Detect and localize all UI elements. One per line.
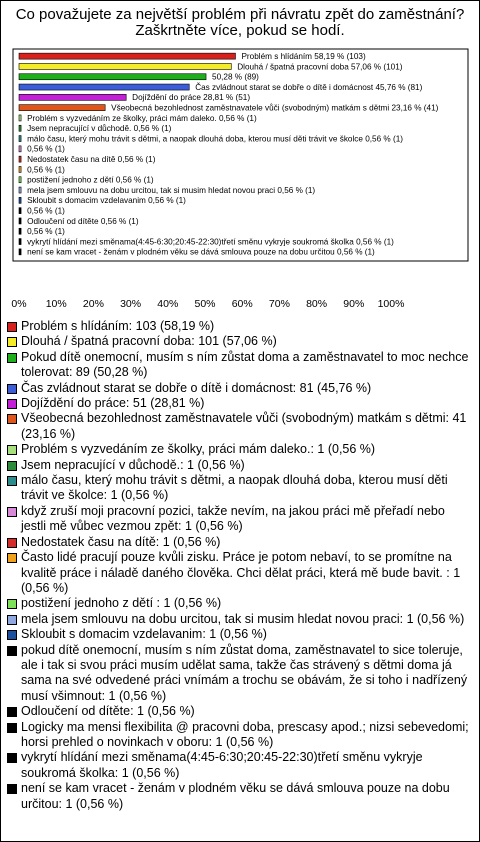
legend-swatch <box>7 753 17 763</box>
x-tick-label: 80% <box>306 298 328 310</box>
legend-entry <box>7 458 469 473</box>
bar <box>19 63 231 69</box>
bar <box>19 228 21 234</box>
legend-swatch <box>7 414 17 424</box>
bar-data-label: Odloučení od dítěte 0,56 % (1) <box>27 216 139 226</box>
bar-data-label: vykrytí hlídání mezi směnama(4:45-6:30;20:45-22:30)třetí směnu vykryje soukromá školka 0,56 % (1) <box>27 237 394 247</box>
legend-swatch <box>7 615 17 625</box>
x-tick-label: 60% <box>231 298 253 310</box>
bar <box>19 218 21 224</box>
legend-label: Problém s hlídáním: 103 (58,19 %) <box>21 319 215 333</box>
legend-entry <box>7 704 469 719</box>
legend-entry <box>7 643 469 705</box>
bar <box>19 156 21 162</box>
x-tick-label: 10% <box>45 298 67 310</box>
legend-entry <box>7 781 469 812</box>
bar <box>19 197 21 203</box>
legend-swatch <box>7 784 17 794</box>
legend-swatch <box>7 630 17 640</box>
legend-entry <box>7 720 469 751</box>
legend-entry <box>7 350 469 381</box>
x-tick-label: 20% <box>82 298 104 310</box>
bar <box>19 136 21 142</box>
bar <box>19 94 126 100</box>
legend-entry <box>7 442 469 457</box>
bar-data-label: Dlouhá / špatná pracovní doba 57,06 % (101) <box>237 62 403 72</box>
legend-label: Nedostatek času na dítě: 1 (0,56 %) <box>21 534 221 549</box>
legend-entry <box>7 750 469 781</box>
legend-label: málo času, který mohu trávit s dětmi, a naopak dlouhá doba, kterou musí děti trávit ve školce: 1 (0,56 %) <box>21 473 448 503</box>
legend-entry <box>7 504 469 535</box>
legend-entry <box>7 319 469 334</box>
bar-data-label: Problém s hlídáním 58,19 % (103) <box>241 51 366 61</box>
bar-data-label: 0,56 % (1) <box>27 206 65 216</box>
legend-label: když zruší moji pracovní pozici, takže nevím, na jakou práci mě přeřadí nebo jestli mě vůbec vezmou zpět: 1 (0,56 %) <box>21 503 445 534</box>
bar <box>19 115 21 121</box>
x-tick-label: 30% <box>120 298 142 310</box>
chart-title-line-1: Co považujete za největší problém při návratu zpět do zaměstnání? <box>15 6 465 23</box>
legend-swatch <box>7 384 17 394</box>
bar <box>19 166 21 172</box>
bar-data-label: Dojíždění do práce 28,81 % (51) <box>132 93 251 103</box>
bar-data-label: postižení jednoho z dětí 0,56 % (1) <box>27 175 154 185</box>
legend-entry <box>7 535 469 550</box>
bar <box>19 74 206 80</box>
bar <box>19 105 105 111</box>
legend-label: vykrytí hlídání mezi směnama(4:45-6:30;20:45-22:30)třetí směnu vykryje soukromá školka: 1 (0,56 %) <box>21 750 423 780</box>
bar <box>19 53 235 59</box>
legend-label: Často lidé pracují pouze kvůli zisku. Práce je potom nebaví, to se promítne na kvalitě práce i náladě daného člověka. Chci dělat práci, která mě bude bavit. : 1 (0,56 %) <box>21 550 461 595</box>
bar-data-label: 0,56 % (1) <box>27 144 65 154</box>
legend-label: postižení jednoho z dětí : 1 (0,56 %) <box>21 596 222 611</box>
legend-label: není se kam vracet - ženám v plodném věku se dává smlouva pouze na dobu určitou: 1 (0,56 %) <box>21 781 450 811</box>
x-tick-label: 90% <box>343 298 365 310</box>
x-tick-label: 40% <box>157 298 179 310</box>
legend-label: Pokud dítě onemocní, musím s ním zůstat doma a zaměstnavatel to moc nechce tolerovat: 89 (50,28 %) <box>21 349 469 380</box>
bar-data-label: 0,56 % (1) <box>27 227 65 237</box>
legend-swatch <box>7 553 17 563</box>
bar-data-label: Problém s vyzvedáním ze školky, práci mám daleko. 0,56 % (1) <box>27 113 257 123</box>
legend-swatch <box>7 646 17 656</box>
legend-entry <box>7 334 469 349</box>
legend-swatch <box>7 353 17 363</box>
legend-entry <box>7 411 469 442</box>
bar-data-label: málo času, který mohu trávit s dětmi, a naopak dlouhá doba, kterou musí děti trávit ve školce 0,56 % (1) <box>27 134 403 144</box>
bar <box>19 125 21 131</box>
x-tick-label: 0% <box>11 298 27 310</box>
legend-label: Dlouhá / špatná pracovní doba: 101 (57,06 %) <box>21 334 277 349</box>
legend-label: Odloučení od dítěte: 1 (0,56 %) <box>21 704 195 719</box>
legend-entry <box>7 627 469 642</box>
bar-data-label: Všeobecná bezohlednost zaměstnavatele vůči (svobodným) matkám s dětmi 23,16 % (41) <box>111 103 439 113</box>
bar <box>19 84 189 90</box>
bar <box>19 177 21 183</box>
legend-swatch <box>7 723 17 733</box>
legend-entry <box>7 381 469 396</box>
legend-label: Čas zvládnout starat se dobře o dítě i domácnost: 81 (45,76 %) <box>21 380 372 395</box>
legend-swatch <box>7 461 17 471</box>
legend-label: Skloubit s domacim vzdelavanim: 1 (0,56 %) <box>21 627 267 642</box>
bar-chart-plot <box>1 1 479 319</box>
legend-swatch <box>7 445 17 455</box>
legend-swatch <box>7 337 17 347</box>
legend-entry <box>7 550 469 596</box>
bar <box>19 239 21 245</box>
legend-swatch <box>7 538 17 548</box>
chart-title-line-2: Zaškrtněte více, pokud se hodí. <box>135 22 345 39</box>
bar-data-label: 50,28 % (89) <box>212 72 259 82</box>
legend-entry <box>7 596 469 611</box>
legend-label: pokud dítě onemocní, musím s ním zůstat doma, zaměstnavatel to sice toleruje, ale i tak si svou práci musím udělat sama, takže čas strávený s dětmi doma já sama na své odvedené práci vnímám a trochu se obávám, že si toho i nadřízený musí všimnout: 1 (0,56 %) <box>21 642 468 703</box>
chart-legend <box>7 319 469 812</box>
bar-data-label: není se kam vracet - ženám v plodném věku se dává smlouva pouze na dobu určitou 0,56 % (1) <box>27 247 375 257</box>
legend-entry <box>7 396 469 411</box>
legend-swatch <box>7 322 17 332</box>
bar <box>19 146 21 152</box>
bar-data-label: Jsem nepracující v důchodě. 0,56 % (1) <box>27 124 172 134</box>
bar-data-label: mela jsem smlouvu na dobu urcitou, tak si musim hledat novou praci 0,56 % (1) <box>27 185 316 195</box>
bar <box>19 187 21 193</box>
legend-swatch <box>7 599 17 609</box>
bar <box>19 249 21 255</box>
legend-label: Všeobecná bezohlednost zaměstnavatele vůči (svobodným) matkám s dětmi: 41 (23,16 %) <box>21 411 467 441</box>
bar <box>19 208 21 214</box>
legend-label: mela jsem smlouvu na dobu urcitou, tak si musim hledat novou praci: 1 (0,56 %) <box>21 611 465 626</box>
legend-label: Problém s vyzvedáním ze školky, práci mám daleko.: 1 (0,56 %) <box>21 442 376 457</box>
legend-swatch <box>7 399 17 409</box>
legend-entry <box>7 612 469 627</box>
legend-label: Logicky ma mensi flexibilita @ pracovni doba, prescasy apod.; nizsi sebevedomi; horsi prehled o novinkach v oboru: 1 (0,56 %) <box>21 719 469 749</box>
bar-data-label: Nedostatek času na dítě 0,56 % (1) <box>27 154 156 164</box>
x-tick-label: 70% <box>268 298 290 310</box>
bar-data-label: Skloubit s domacim vzdelavanim 0,56 % (1) <box>27 196 186 206</box>
bar-data-label: Čas zvládnout starat se dobře o dítě i domácnost 45,76 % (81) <box>195 82 423 92</box>
legend-label: Dojíždění do práce: 51 (28,81 %) <box>21 396 205 411</box>
x-tick-label: 100% <box>377 298 405 310</box>
legend-swatch <box>7 507 17 517</box>
bar-data-label: 0,56 % (1) <box>27 165 65 175</box>
legend-label: Jsem nepracující v důchodě.: 1 (0,56 %) <box>21 457 245 472</box>
legend-entry <box>7 473 469 504</box>
legend-swatch <box>7 707 17 717</box>
legend-swatch <box>7 476 17 486</box>
x-tick-label: 50% <box>194 298 216 310</box>
